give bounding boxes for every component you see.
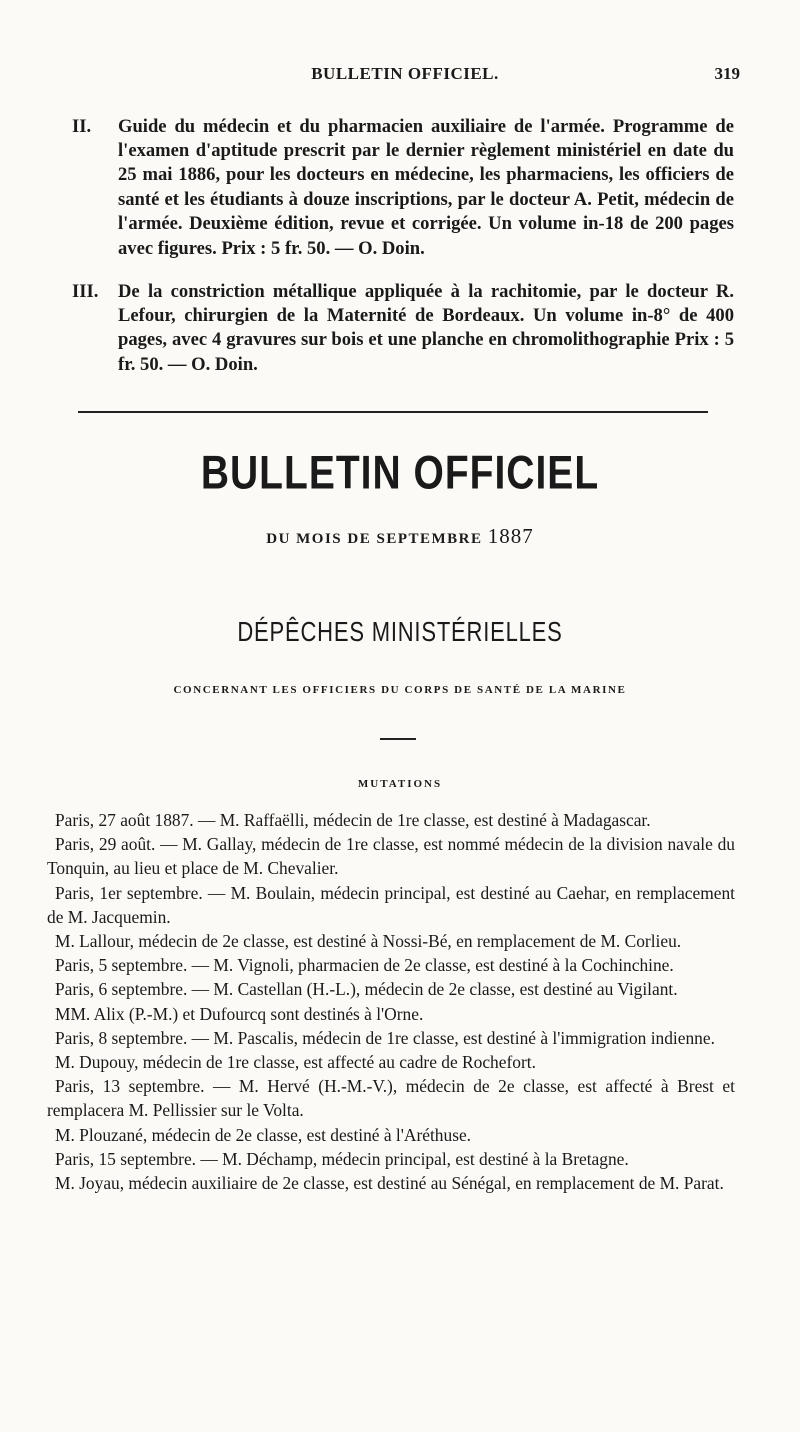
mutation-entry: Paris, 5 septembre. — M. Vignoli, pharmacien de 2e classe, est destiné à la Cochinchine. <box>55 955 674 976</box>
mutations-list <box>47 808 735 1195</box>
mutation-entry: Paris, 27 août 1887. — M. Raffaëlli, médecin de 1re classe, est destiné à Madagascar. <box>55 810 651 830</box>
mutation-entry: Paris, 8 septembre. — M. Pascalis, médecin de 1re classe, est destiné à l'immigration indienne. <box>55 1027 715 1048</box>
bulletin-year: 1887 <box>487 524 534 548</box>
mutation-entry: M. Dupouy, médecin de 1re classe, est affecté au cadre de Rochefort. <box>55 1052 536 1073</box>
mutation-entry: M. Joyau, médecin auxiliaire de 2e classe, est destiné au Sénégal, en remplacement de M. Parat. <box>55 1173 724 1194</box>
mutation-entry: Paris, 29 août. — M. Gallay, médecin de 1re classe, est nommé médecin de la division navale du Tonquin, au lieu et place de M. Chevalier. <box>47 834 735 879</box>
running-title: BULLETIN OFFICIEL. <box>311 64 499 83</box>
bulletin-title: BULLETIN OFFICIEL <box>200 447 600 500</box>
bibliography-list <box>72 96 734 377</box>
bulletin-subtitle-text: DU MOIS DE SEPTEMBRE <box>266 531 483 547</box>
mutations-heading: MUTATIONS <box>357 778 443 790</box>
section-title: DÉPÊCHES MINISTÉRIELLES <box>237 615 563 647</box>
mutation-entry: Paris, 1er septembre. — M. Boulain, médecin principal, est destiné au Caehar, en remplacement de M. Jacquemin. <box>47 882 735 927</box>
item-text: Guide du médecin et du pharmacien auxiliaire de l'armée. Programme de l'examen d'aptitude prescrit par le dernier règlement ministériel en date du 25 mai 1886, pour les docteurs en médecine, les pharmaciens, les officiers de santé et les étudiants à douze inscriptions, par le docteur A. Petit, médecin de l'armée. Deuxième édition, revue et corrigée. Un volume in-18 de 200 pages avec figures. Prix : 5 fr. 50. — O. Doin. <box>118 115 734 259</box>
mutation-entry: Paris, 6 septembre. — M. Castellan (H.-L.), médecin de 2e classe, est destiné au Vigilant. <box>55 979 678 1000</box>
bulletin-subtitle <box>0 524 800 549</box>
bibliography-item <box>72 115 734 261</box>
item-number: III. <box>72 280 99 302</box>
mutation-entry: M. Lallour, médecin de 2e classe, est destiné à Nossi-Bé, en remplacement de M. Corlieu. <box>55 931 682 952</box>
section-subtitle: CONCERNANT LES OFFICIERS DU CORPS DE SANTÉ DE LA MARINE <box>173 684 627 696</box>
bibliography-item <box>72 280 734 378</box>
running-header <box>70 64 740 90</box>
mutation-entry: MM. Alix (P.-M.) et Dufourcq sont destinés à l'Orne. <box>55 1003 424 1024</box>
section-divider <box>78 411 708 413</box>
item-number: II. <box>72 115 92 137</box>
mutation-entry: M. Plouzané, médecin de 2e classe, est destiné à l'Aréthuse. <box>55 1124 472 1145</box>
page-number: 319 <box>714 64 740 83</box>
short-divider <box>380 738 416 740</box>
mutation-entry: Paris, 13 septembre. — M. Hervé (H.-M.-V.), médecin de 2e classe, est affecté à Brest et remplacera M. Pellissier sur le Volta. <box>47 1076 735 1121</box>
item-text: De la constriction métallique appliquée à la rachitomie, par le docteur R. Lefour, chirurgien de la Maternité de Bordeaux. Un volume in-8° de 400 pages, avec 4 gravures sur bois et une planche en chromolithographie Prix : 5 fr. 50. — O. Doin. <box>118 280 734 375</box>
mutation-entry: Paris, 15 septembre. — M. Déchamp, médecin principal, est destiné à la Bretagne. <box>55 1148 629 1169</box>
